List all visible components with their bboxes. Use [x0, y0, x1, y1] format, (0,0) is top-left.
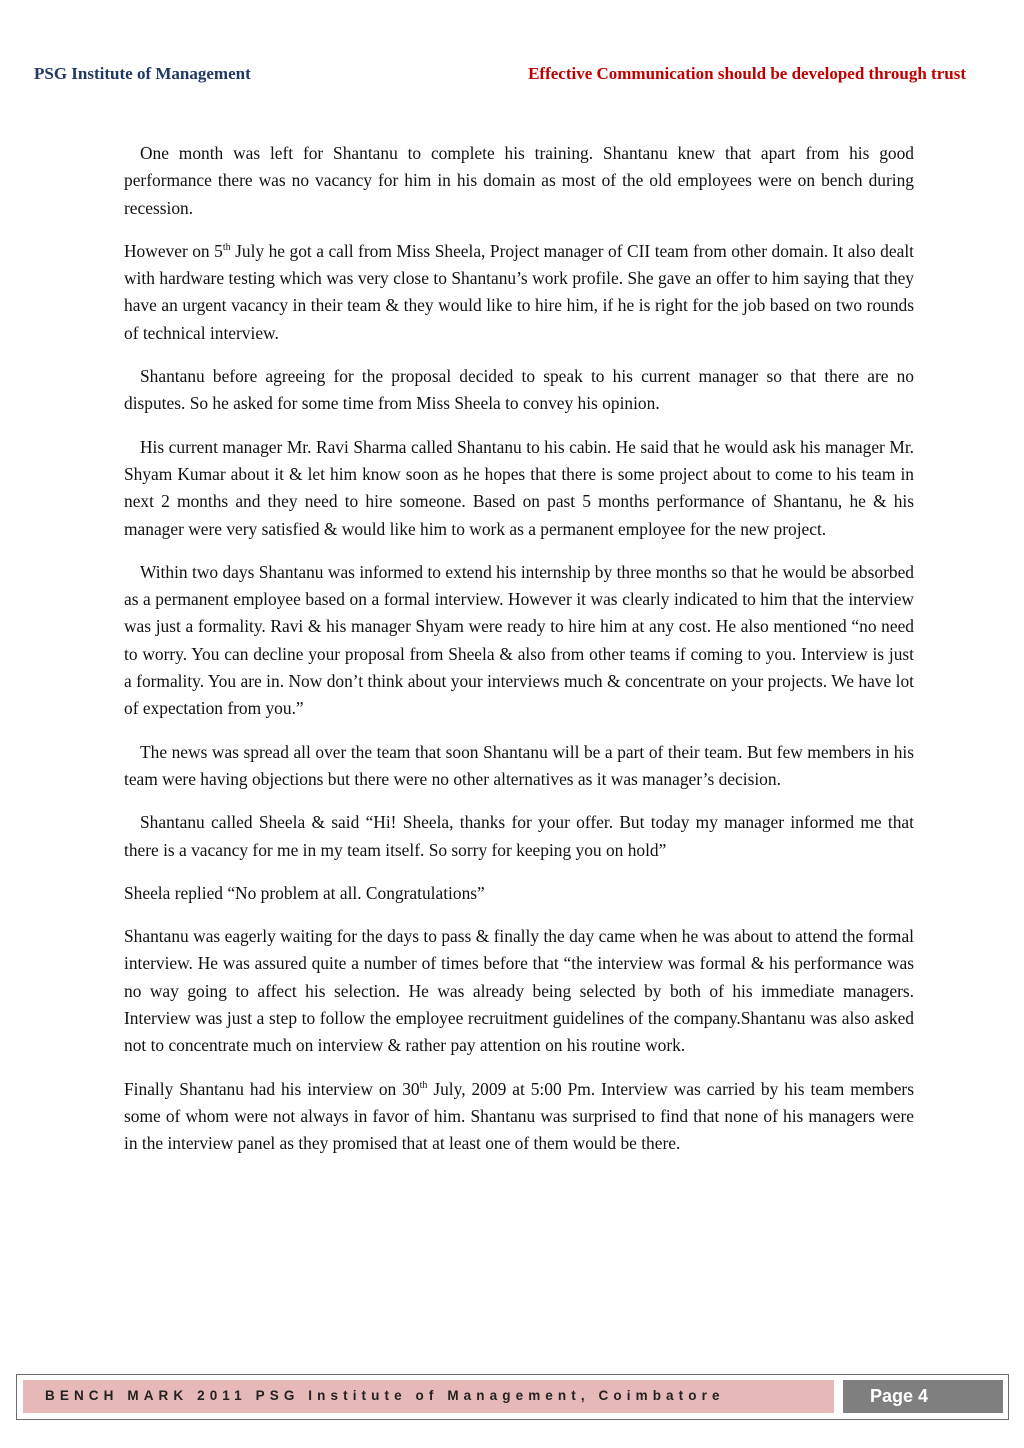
- paragraph-10-rest: July, 2009 at 5:00 Pm. Interview was carried by his team members some of whom were not always in favor of him. Shantanu was surprised to find that none of his managers were in the interview panel as they promised that at least one of them would be there.: [124, 1078, 914, 1154]
- paragraph-2-start: However on 5: [124, 240, 223, 261]
- paragraph-1: One month was left for Shantanu to complete his training. Shantanu knew that apart from his good performance there was no vacancy for him in his domain as most of the old employees were on bench during recession.: [124, 143, 914, 218]
- header-institute: PSG Institute of Management: [34, 64, 251, 83]
- paragraph-6: The news was spread all over the team that soon Shantanu will be a part of their team. But few members in his team were having objections but there were no other alternatives as it was manager’s decision.: [124, 741, 914, 789]
- page-number: Page 4: [870, 1386, 929, 1406]
- footer-text: BENCH MARK 2011 PSG Institute of Management, Coimbatore: [45, 1388, 725, 1403]
- header-title: Effective Communication should be developed through trust: [528, 64, 966, 83]
- paragraph-3: Shantanu before agreeing for the proposal decided to speak to his current manager so that there are no disputes. So he asked for some time from Miss Sheela to convey his opinion.: [124, 366, 914, 414]
- paragraph-2: [124, 238, 914, 347]
- paragraph-9: Shantanu was eagerly waiting for the days to pass & finally the day came when he was about to attend the formal interview. He was assured quite a number of times before that “the interview was formal & his performance was no way going to affect his selection. He was already being selected by both of his immediate managers. Interview was just a step to follow the employee recruitment guidelines of the company.Shantanu was also asked not to concentrate much on interview & rather pay attention on his routine work.: [124, 926, 914, 1056]
- ordinal-suffix: th: [419, 1079, 428, 1091]
- paragraph-10: [124, 1076, 914, 1158]
- ordinal-suffix: th: [222, 241, 231, 253]
- page-number-box: [843, 1380, 1003, 1413]
- footer-banner: [23, 1380, 834, 1413]
- running-footer: [16, 1374, 1009, 1420]
- paragraph-2-rest: July he got a call from Miss Sheela, Project manager of CII team from other domain. It also dealt with hardware testing which was very close to Shantanu’s work profile. She gave an offer to him saying that they have an urgent vacancy in their team & they would like to hire him, if he is right for the job based on two rounds of technical interview.: [124, 240, 914, 343]
- running-header: [34, 64, 966, 88]
- paragraph-5: Within two days Shantanu was informed to extend his internship by three months so that he would be absorbed as a permanent employee based on a formal interview. However it was clearly indicated to him that the interview was just a formality. Ravi & his manager Shyam were ready to hire him at any cost. He also mentioned “no need to worry. You can decline your proposal from Sheela & also from other teams if coming to you. Interview is just a formality. You are in. Now don’t think about your interviews much & concentrate on your projects. We have lot of expectation from you.”: [124, 561, 914, 719]
- paragraph-10-start: Finally Shantanu had his interview on 30: [124, 1078, 420, 1099]
- paragraph-7: Shantanu called Sheela & said “Hi! Sheela, thanks for your offer. But today my manager informed me that there is a vacancy for me in my team itself. So sorry for keeping you on hold”: [124, 812, 914, 860]
- document-body: [124, 140, 914, 1174]
- paragraph-4: His current manager Mr. Ravi Sharma called Shantanu to his cabin. He said that he would ask his manager Mr. Shyam Kumar about it & let him know soon as he hopes that there is some project about to come to his team in next 2 months and they need to hire someone. Based on past 5 months performance of Shantanu, he & his manager were very satisfied & would like him to work as a permanent employee for the new project.: [124, 436, 914, 539]
- paragraph-8: Sheela replied “No problem at all. Congratulations”: [124, 882, 485, 903]
